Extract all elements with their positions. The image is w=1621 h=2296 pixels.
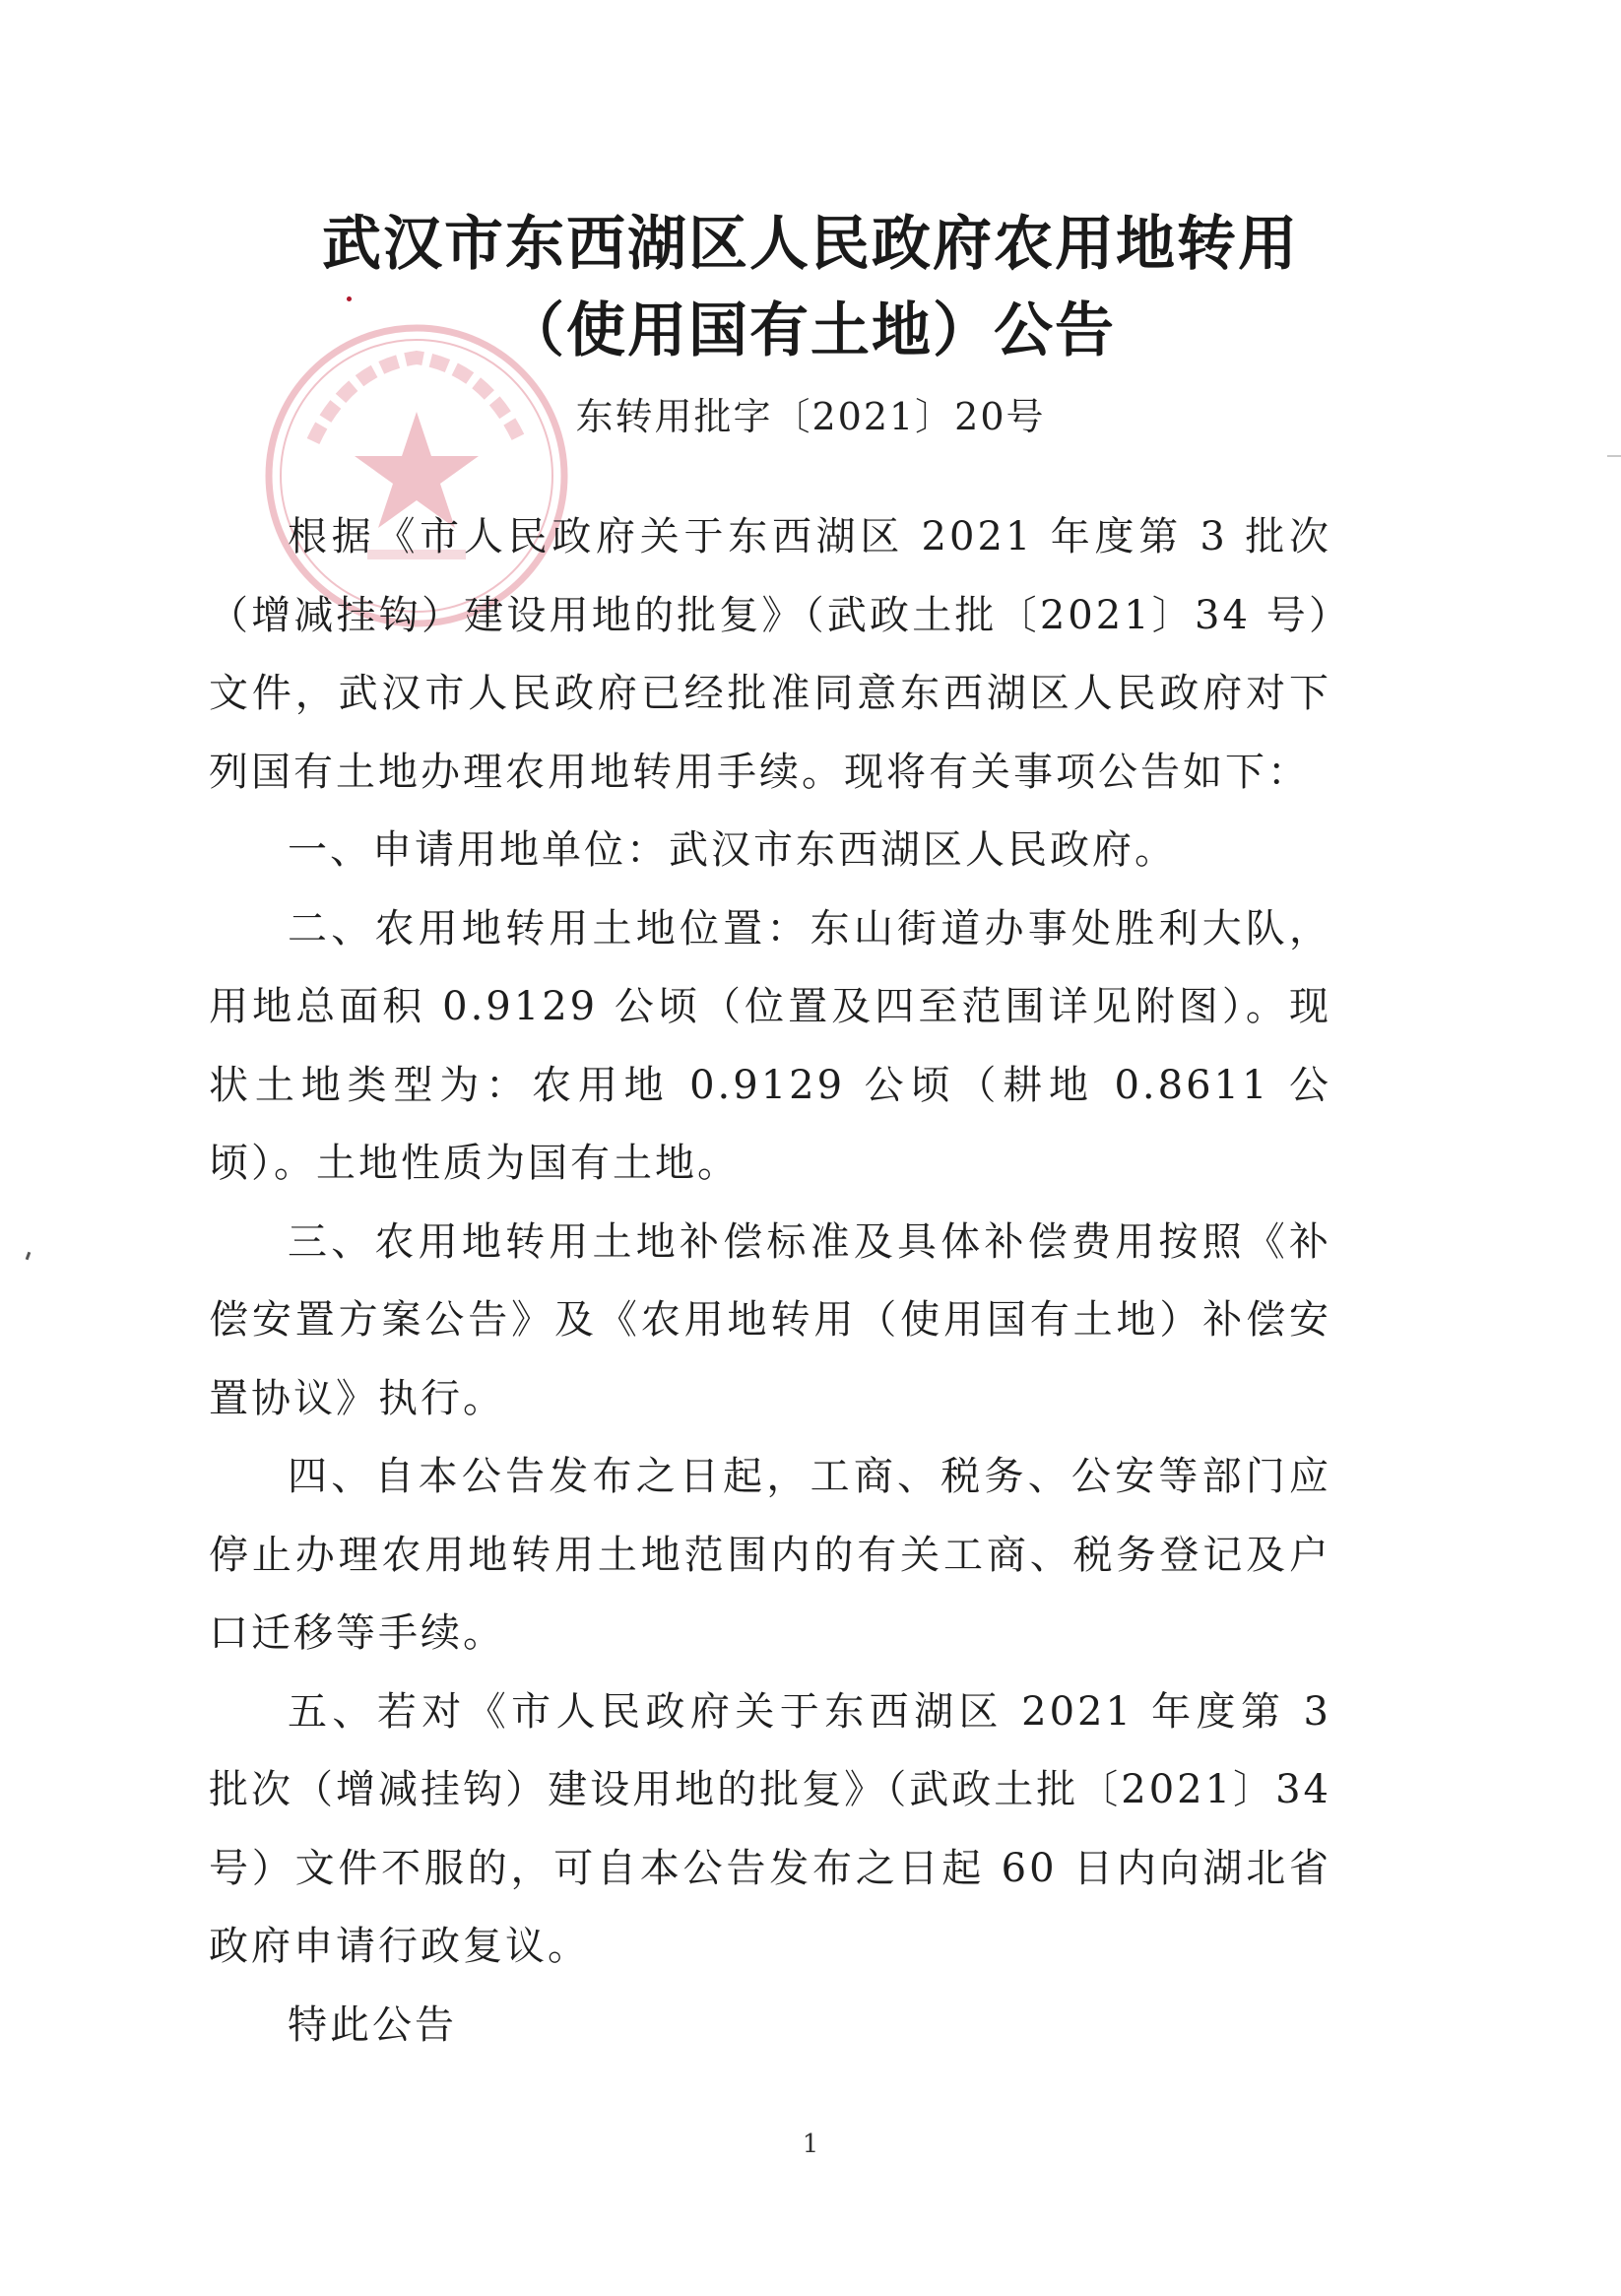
page-number: 1 <box>802 2130 819 2159</box>
document-body <box>209 498 1331 2065</box>
paragraph-item-5: 五、若对《市人民政府关于东西湖区 2021 年度第 3 批次（增减挂钩）建设用地的批复》（武政土批〔2021〕34 号）文件不服的，可自本公告发布之日起 60 日内向湖北省政府申请行政复议。 <box>209 1688 1331 1969</box>
paragraph-closing: 特此公告 <box>288 2001 457 2048</box>
paragraph-item-3: 三、农用地转用土地补偿标准及具体补偿费用按照《补偿安置方案公告》及《农用地转用（使用国有土地）补偿安置协议》执行。 <box>209 1218 1331 1421</box>
scan-edge-mark <box>1607 455 1621 457</box>
document-number: 东转用批字〔2021〕20号 <box>575 395 1046 438</box>
paragraph-item-4: 四、自本公告发布之日起，工商、税务、公安等部门应停止办理农用地转用土地范围内的有关工商、税务登记及户口迁移等手续。 <box>209 1454 1331 1656</box>
paragraph-item-2: 二、农用地转用土地位置：东山街道办事处胜利大队，用地总面积 0.9129 公顷（位置及四至范围详见附图）。现状土地类型为：农用地 0.9129 公顷（耕地 0.8611 公顷）。土地性质为国有土地。 <box>209 905 1331 1186</box>
document-title-line2: （使用国有土地）公告 <box>505 296 1116 365</box>
paragraph-item-1: 一、申请用地单位：武汉市东西湖区人民政府。 <box>288 827 1177 873</box>
paragraph-intro: 根据《市人民政府关于东西湖区 2021 年度第 3 批次（增减挂钩）建设用地的批复》（武政土批〔2021〕34 号）文件，武汉市人民政府已经批准同意东西湖区人民政府对下列国有土地办理农用地转用手续。现将有关事项公告如下： <box>209 514 1331 795</box>
ink-speck <box>26 1252 32 1261</box>
document-title-line1: 武汉市东西湖区人民政府农用地转用 <box>322 210 1299 279</box>
